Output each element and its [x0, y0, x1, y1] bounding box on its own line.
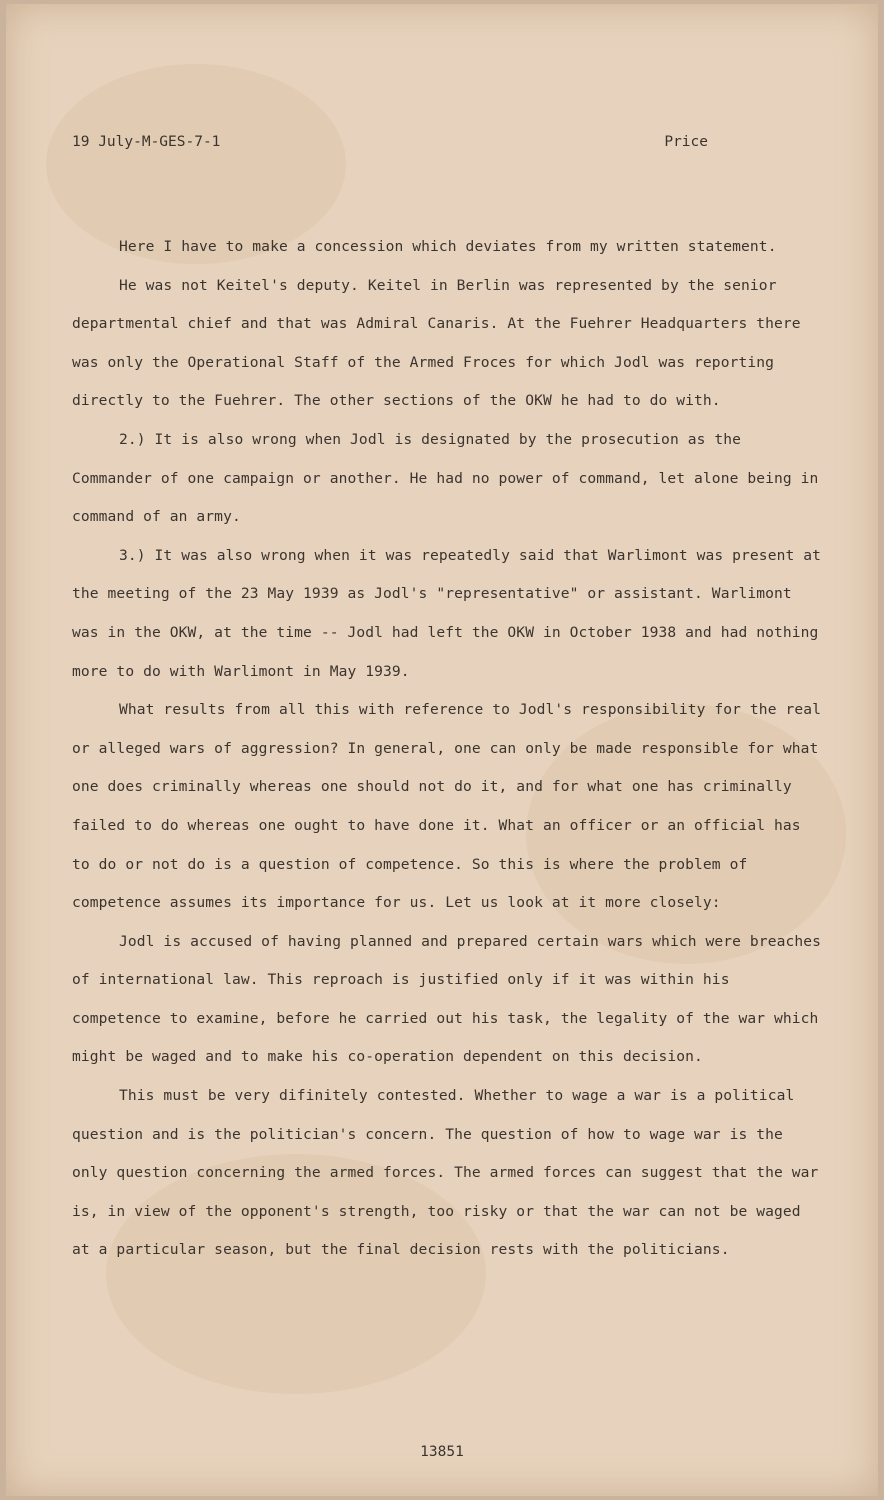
paragraph-7: This must be very difinitely contested. Whether to wage a war is a political question and is the politician's concern. The question of how to wage war is the only question concerning the armed forces. The armed forces can suggest that the war is, in view of the opponent's strength, too risky or that the war can not be waged at a particular season, but the final decision rests with the politicians. [72, 1087, 819, 1259]
paragraph-1: Here I have to make a concession which deviates from my written statement. [119, 238, 777, 255]
document-page [6, 4, 878, 1496]
paragraph-4: 3.) It was also wrong when it was repeatedly said that Warlimont was present at the meeting of the 23 May 1939 as Jodl's "representative" or assistant. Warlimont was in the OKW, at the time -- Jodl had left the OKW in October 1938 and had nothing more to do with Warlimont in May 1939. [72, 546, 822, 680]
paragraph-3: 2.) It is also wrong when Jodl is designated by the prosecution as the Commander of one campaign or another. He had no power of command, let alone being in command of an army. [72, 430, 819, 526]
document-body [72, 228, 822, 1270]
paragraph-6: Jodl is accused of having planned and prepared certain wars which were breaches of international law. This reproach is justified only if it was within his competence to examine, before he carried out his task, the legality of the war which might be waged and to make his co-operation dependent on this decision. [72, 932, 822, 1066]
paragraph-5: What results from all this with reference to Jodl's responsibility for the real or alleged wars of aggression? In general, one can only be made responsible for what one does criminally whereas one should not do it, and for what one has criminally failed to do whereas one ought to have done it. What an officer or an official has to do or not do is a question of competence. So this is where the problem of competence assumes its importance for us. Let us look at it more closely: [72, 701, 822, 912]
page-number: 13851 [420, 1444, 464, 1460]
speaker-name: Price [664, 134, 708, 150]
page-header [72, 134, 708, 156]
paragraph-2: He was not Keitel's deputy. Keitel in Berlin was represented by the senior departmental chief and that was Admiral Canaris. At the Fuehrer Headquarters there was only the Operational Staff of the Armed Froces for which Jodl was reporting directly to the Fuehrer. The other sections of the OKW he had to do with. [72, 276, 801, 410]
document-reference: 19 July-M-GES-7-1 [72, 134, 221, 150]
